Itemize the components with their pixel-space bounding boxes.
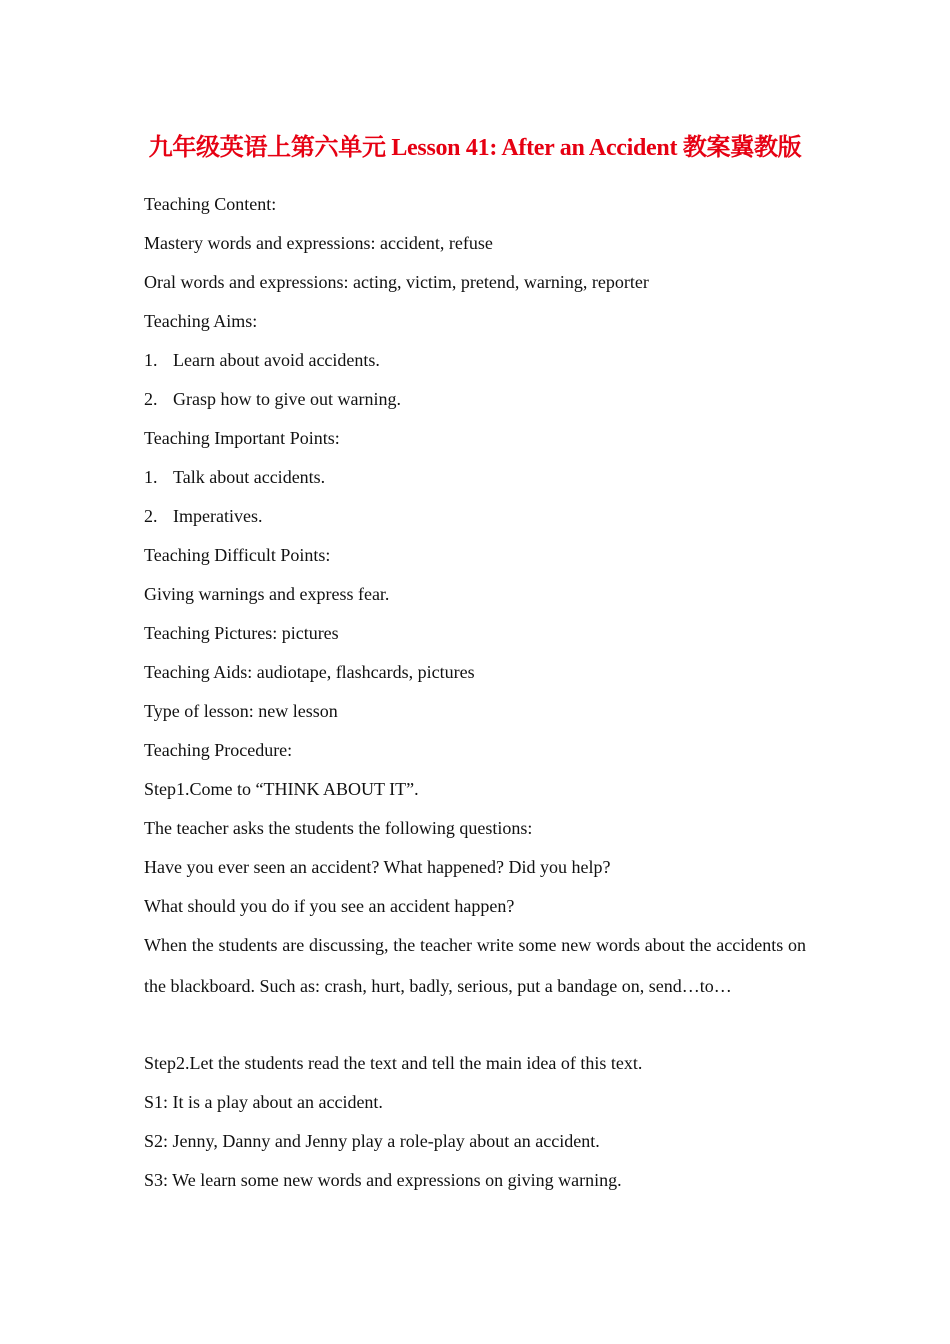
aim-item-1 bbox=[144, 344, 806, 383]
step1-line: Step1.Come to “THINK ABOUT IT”. bbox=[144, 779, 419, 799]
document-body bbox=[144, 188, 806, 1203]
aim-number: 1. bbox=[144, 350, 158, 370]
oral-words-line: Oral words and expressions: acting, victim, pretend, warning, reporter bbox=[144, 272, 649, 292]
teaching-aims-heading: Teaching Aims: bbox=[144, 311, 258, 331]
question-2-line: What should you do if you see an accident happen? bbox=[144, 896, 515, 916]
teaching-pictures-line: Teaching Pictures: pictures bbox=[144, 623, 339, 643]
document-title: 九年级英语上第六单元 Lesson 41: After an Accident 教案冀教版 bbox=[148, 135, 802, 161]
important-point-number: 2. bbox=[144, 506, 158, 526]
important-point-item-1 bbox=[144, 461, 806, 500]
student-answer-s3: S3: We learn some new words and expressions on giving warning. bbox=[144, 1170, 622, 1190]
teacher-asks-line: The teacher asks the students the following questions: bbox=[144, 818, 533, 838]
discussion-paragraph: When the students are discussing, the teacher write some new words about the accidents on the blackboard. Such as: crash, hurt, badly, serious, put a bandage on, send…to… bbox=[144, 935, 806, 996]
aim-item-2 bbox=[144, 383, 806, 422]
discussion-paragraph-block bbox=[144, 925, 806, 1047]
student-answer-s2: S2: Jenny, Danny and Jenny play a role-play about an accident. bbox=[144, 1131, 600, 1151]
question-1-line: Have you ever seen an accident? What happened? Did you help? bbox=[144, 857, 611, 877]
important-points-heading: Teaching Important Points: bbox=[144, 428, 340, 448]
step2-line: Step2.Let the students read the text and tell the main idea of this text. bbox=[144, 1053, 643, 1073]
aim-text: Learn about avoid accidents. bbox=[173, 350, 380, 370]
teaching-aids-line: Teaching Aids: audiotape, flashcards, pictures bbox=[144, 662, 475, 682]
teaching-content-heading: Teaching Content: bbox=[144, 194, 277, 214]
student-answer-s1: S1: It is a play about an accident. bbox=[144, 1092, 383, 1112]
aim-number: 2. bbox=[144, 389, 158, 409]
procedure-heading: Teaching Procedure: bbox=[144, 740, 293, 760]
mastery-words-line: Mastery words and expressions: accident, refuse bbox=[144, 233, 493, 253]
difficult-points-heading: Teaching Difficult Points: bbox=[144, 545, 331, 565]
important-point-number: 1. bbox=[144, 467, 158, 487]
important-point-text: Imperatives. bbox=[173, 506, 263, 526]
important-point-text: Talk about accidents. bbox=[173, 467, 326, 487]
difficult-points-line: Giving warnings and express fear. bbox=[144, 584, 390, 604]
lesson-type-line: Type of lesson: new lesson bbox=[144, 701, 338, 721]
aim-text: Grasp how to give out warning. bbox=[173, 389, 401, 409]
important-point-item-2 bbox=[144, 500, 806, 539]
